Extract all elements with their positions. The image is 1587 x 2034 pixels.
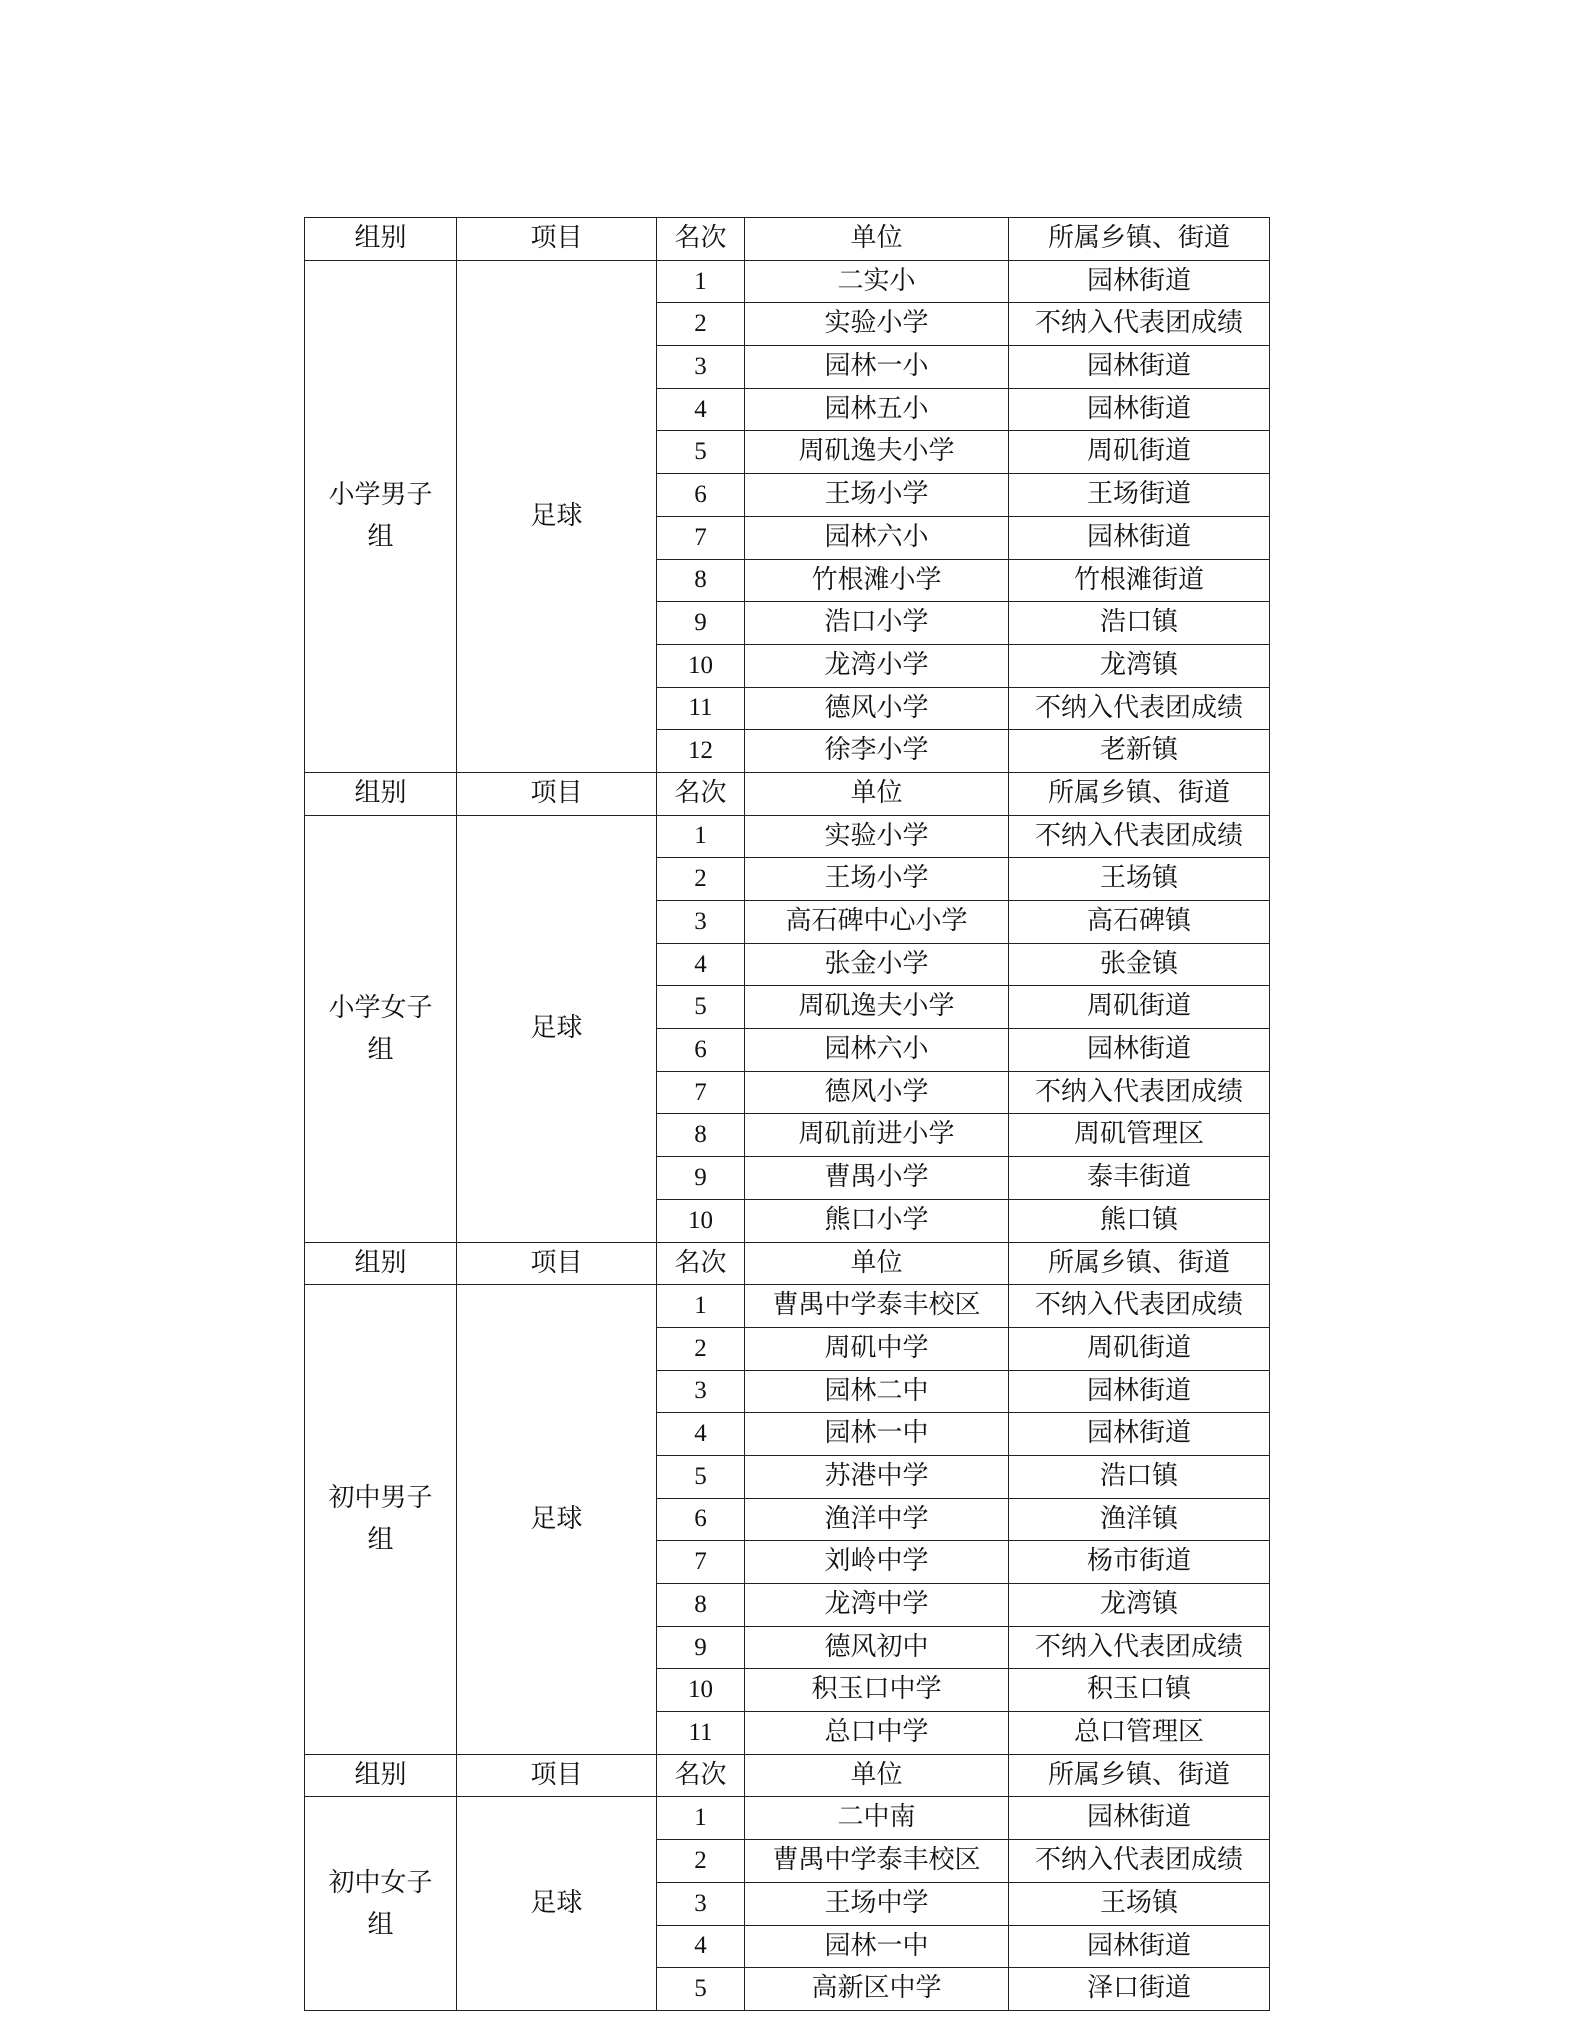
- unit-cell: 园林一中: [745, 1925, 1009, 1968]
- unit-cell: 周矶逸夫小学: [745, 986, 1009, 1029]
- rank-cell: 3: [657, 1882, 745, 1925]
- item-cell: 足球: [457, 1285, 657, 1755]
- unit-cell: 王场小学: [745, 858, 1009, 901]
- rank-cell: 3: [657, 346, 745, 389]
- rank-cell: 2: [657, 1327, 745, 1370]
- town-cell: 不纳入代表团成绩: [1009, 687, 1270, 730]
- header-group: 组别: [305, 1242, 457, 1285]
- town-cell: 浩口镇: [1009, 602, 1270, 645]
- unit-cell: 龙湾中学: [745, 1584, 1009, 1627]
- town-cell: 园林街道: [1009, 1370, 1270, 1413]
- rank-cell: 12: [657, 730, 745, 773]
- town-cell: 竹根滩街道: [1009, 559, 1270, 602]
- rank-cell: 4: [657, 388, 745, 431]
- rank-cell: 3: [657, 1370, 745, 1413]
- rank-cell: 5: [657, 986, 745, 1029]
- rank-cell: 1: [657, 260, 745, 303]
- rank-cell: 1: [657, 1285, 745, 1328]
- rank-cell: 2: [657, 303, 745, 346]
- unit-cell: 园林六小: [745, 516, 1009, 559]
- group-cell: [305, 1285, 457, 1755]
- unit-cell: 渔洋中学: [745, 1498, 1009, 1541]
- table-row: [305, 815, 1270, 858]
- rank-cell: 9: [657, 602, 745, 645]
- rank-cell: 6: [657, 1498, 745, 1541]
- rank-cell: 7: [657, 516, 745, 559]
- unit-cell: 实验小学: [745, 815, 1009, 858]
- town-cell: 王场镇: [1009, 1882, 1270, 1925]
- town-cell: 不纳入代表团成绩: [1009, 303, 1270, 346]
- rank-cell: 6: [657, 1029, 745, 1072]
- unit-cell: 园林二中: [745, 1370, 1009, 1413]
- table-row: [305, 1285, 1270, 1328]
- header-rank: 名次: [657, 772, 745, 815]
- town-cell: 熊口镇: [1009, 1199, 1270, 1242]
- rank-cell: 4: [657, 1925, 745, 1968]
- rank-cell: 6: [657, 474, 745, 517]
- unit-cell: 龙湾小学: [745, 644, 1009, 687]
- town-cell: 园林街道: [1009, 516, 1270, 559]
- unit-cell: 苏港中学: [745, 1455, 1009, 1498]
- unit-cell: 园林一中: [745, 1413, 1009, 1456]
- results-table-body: [305, 218, 1270, 2011]
- rank-cell: 2: [657, 1840, 745, 1883]
- rank-cell: 4: [657, 1413, 745, 1456]
- unit-cell: 熊口小学: [745, 1199, 1009, 1242]
- town-cell: 王场街道: [1009, 474, 1270, 517]
- header-unit: 单位: [745, 218, 1009, 261]
- results-table: [304, 217, 1270, 2011]
- town-cell: 园林街道: [1009, 1925, 1270, 1968]
- header-item: 项目: [457, 772, 657, 815]
- rank-cell: 1: [657, 815, 745, 858]
- unit-cell: 高石碑中心小学: [745, 901, 1009, 944]
- town-cell: 龙湾镇: [1009, 1584, 1270, 1627]
- unit-cell: 曹禺中学泰丰校区: [745, 1285, 1009, 1328]
- rank-cell: 7: [657, 1541, 745, 1584]
- rank-cell: 5: [657, 1968, 745, 2011]
- town-cell: 杨市街道: [1009, 1541, 1270, 1584]
- header-row: [305, 218, 1270, 261]
- town-cell: 王场镇: [1009, 858, 1270, 901]
- town-cell: 不纳入代表团成绩: [1009, 1071, 1270, 1114]
- rank-cell: 9: [657, 1626, 745, 1669]
- unit-cell: 园林六小: [745, 1029, 1009, 1072]
- group-cell: [305, 260, 457, 772]
- rank-cell: 5: [657, 431, 745, 474]
- town-cell: 总口管理区: [1009, 1712, 1270, 1755]
- town-cell: 张金镇: [1009, 943, 1270, 986]
- header-unit: 单位: [745, 772, 1009, 815]
- rank-cell: 10: [657, 1669, 745, 1712]
- unit-cell: 德风小学: [745, 1071, 1009, 1114]
- rank-cell: 10: [657, 1199, 745, 1242]
- header-rank: 名次: [657, 218, 745, 261]
- town-cell: 不纳入代表团成绩: [1009, 1285, 1270, 1328]
- town-cell: 园林街道: [1009, 388, 1270, 431]
- header-town: 所属乡镇、街道: [1009, 772, 1270, 815]
- unit-cell: 积玉口中学: [745, 1669, 1009, 1712]
- header-town: 所属乡镇、街道: [1009, 218, 1270, 261]
- header-unit: 单位: [745, 1754, 1009, 1797]
- unit-cell: 竹根滩小学: [745, 559, 1009, 602]
- header-rank: 名次: [657, 1754, 745, 1797]
- town-cell: 龙湾镇: [1009, 644, 1270, 687]
- header-item: 项目: [457, 1754, 657, 1797]
- group-cell: [305, 815, 457, 1242]
- header-row: [305, 1242, 1270, 1285]
- rank-cell: 1: [657, 1797, 745, 1840]
- unit-cell: 高新区中学: [745, 1968, 1009, 2011]
- town-cell: 周矶街道: [1009, 1327, 1270, 1370]
- town-cell: 积玉口镇: [1009, 1669, 1270, 1712]
- table-row: [305, 260, 1270, 303]
- rank-cell: 8: [657, 1584, 745, 1627]
- rank-cell: 11: [657, 1712, 745, 1755]
- rank-cell: 8: [657, 1114, 745, 1157]
- rank-cell: 4: [657, 943, 745, 986]
- town-cell: 园林街道: [1009, 1413, 1270, 1456]
- unit-cell: 总口中学: [745, 1712, 1009, 1755]
- unit-cell: 曹禺小学: [745, 1157, 1009, 1200]
- item-cell: 足球: [457, 1797, 657, 2010]
- header-group: 组别: [305, 218, 457, 261]
- town-cell: 周矶街道: [1009, 986, 1270, 1029]
- unit-cell: 实验小学: [745, 303, 1009, 346]
- header-item: 项目: [457, 218, 657, 261]
- unit-cell: 德风小学: [745, 687, 1009, 730]
- rank-cell: 7: [657, 1071, 745, 1114]
- town-cell: 高石碑镇: [1009, 901, 1270, 944]
- unit-cell: 周矶逸夫小学: [745, 431, 1009, 474]
- rank-cell: 3: [657, 901, 745, 944]
- town-cell: 渔洋镇: [1009, 1498, 1270, 1541]
- town-cell: 周矶管理区: [1009, 1114, 1270, 1157]
- group-label: 小学女子组: [328, 992, 433, 1065]
- unit-cell: 周矶前进小学: [745, 1114, 1009, 1157]
- rank-cell: 10: [657, 644, 745, 687]
- unit-cell: 曹禺中学泰丰校区: [745, 1840, 1009, 1883]
- unit-cell: 二实小: [745, 260, 1009, 303]
- header-town: 所属乡镇、街道: [1009, 1754, 1270, 1797]
- header-group: 组别: [305, 1754, 457, 1797]
- unit-cell: 园林一小: [745, 346, 1009, 389]
- header-row: [305, 1754, 1270, 1797]
- unit-cell: 园林五小: [745, 388, 1009, 431]
- table-row: [305, 1797, 1270, 1840]
- unit-cell: 周矶中学: [745, 1327, 1009, 1370]
- header-town: 所属乡镇、街道: [1009, 1242, 1270, 1285]
- item-cell: 足球: [457, 260, 657, 772]
- header-item: 项目: [457, 1242, 657, 1285]
- rank-cell: 8: [657, 559, 745, 602]
- header-rank: 名次: [657, 1242, 745, 1285]
- header-group: 组别: [305, 772, 457, 815]
- rank-cell: 5: [657, 1455, 745, 1498]
- town-cell: 不纳入代表团成绩: [1009, 1840, 1270, 1883]
- town-cell: 园林街道: [1009, 1029, 1270, 1072]
- unit-cell: 王场小学: [745, 474, 1009, 517]
- group-cell: [305, 1797, 457, 2010]
- unit-cell: 刘岭中学: [745, 1541, 1009, 1584]
- town-cell: 园林街道: [1009, 346, 1270, 389]
- town-cell: 浩口镇: [1009, 1455, 1270, 1498]
- town-cell: 不纳入代表团成绩: [1009, 1626, 1270, 1669]
- town-cell: 周矶街道: [1009, 431, 1270, 474]
- unit-cell: 王场中学: [745, 1882, 1009, 1925]
- group-label: 初中女子组: [328, 1867, 433, 1940]
- town-cell: 不纳入代表团成绩: [1009, 815, 1270, 858]
- unit-cell: 徐李小学: [745, 730, 1009, 773]
- town-cell: 泰丰街道: [1009, 1157, 1270, 1200]
- unit-cell: 张金小学: [745, 943, 1009, 986]
- header-unit: 单位: [745, 1242, 1009, 1285]
- rank-cell: 9: [657, 1157, 745, 1200]
- town-cell: 老新镇: [1009, 730, 1270, 773]
- header-row: [305, 772, 1270, 815]
- unit-cell: 德风初中: [745, 1626, 1009, 1669]
- group-label: 小学男子组: [328, 480, 433, 553]
- unit-cell: 二中南: [745, 1797, 1009, 1840]
- group-label: 初中男子组: [328, 1483, 433, 1556]
- town-cell: 园林街道: [1009, 1797, 1270, 1840]
- town-cell: 园林街道: [1009, 260, 1270, 303]
- item-cell: 足球: [457, 815, 657, 1242]
- unit-cell: 浩口小学: [745, 602, 1009, 645]
- rank-cell: 11: [657, 687, 745, 730]
- town-cell: 泽口街道: [1009, 1968, 1270, 2011]
- rank-cell: 2: [657, 858, 745, 901]
